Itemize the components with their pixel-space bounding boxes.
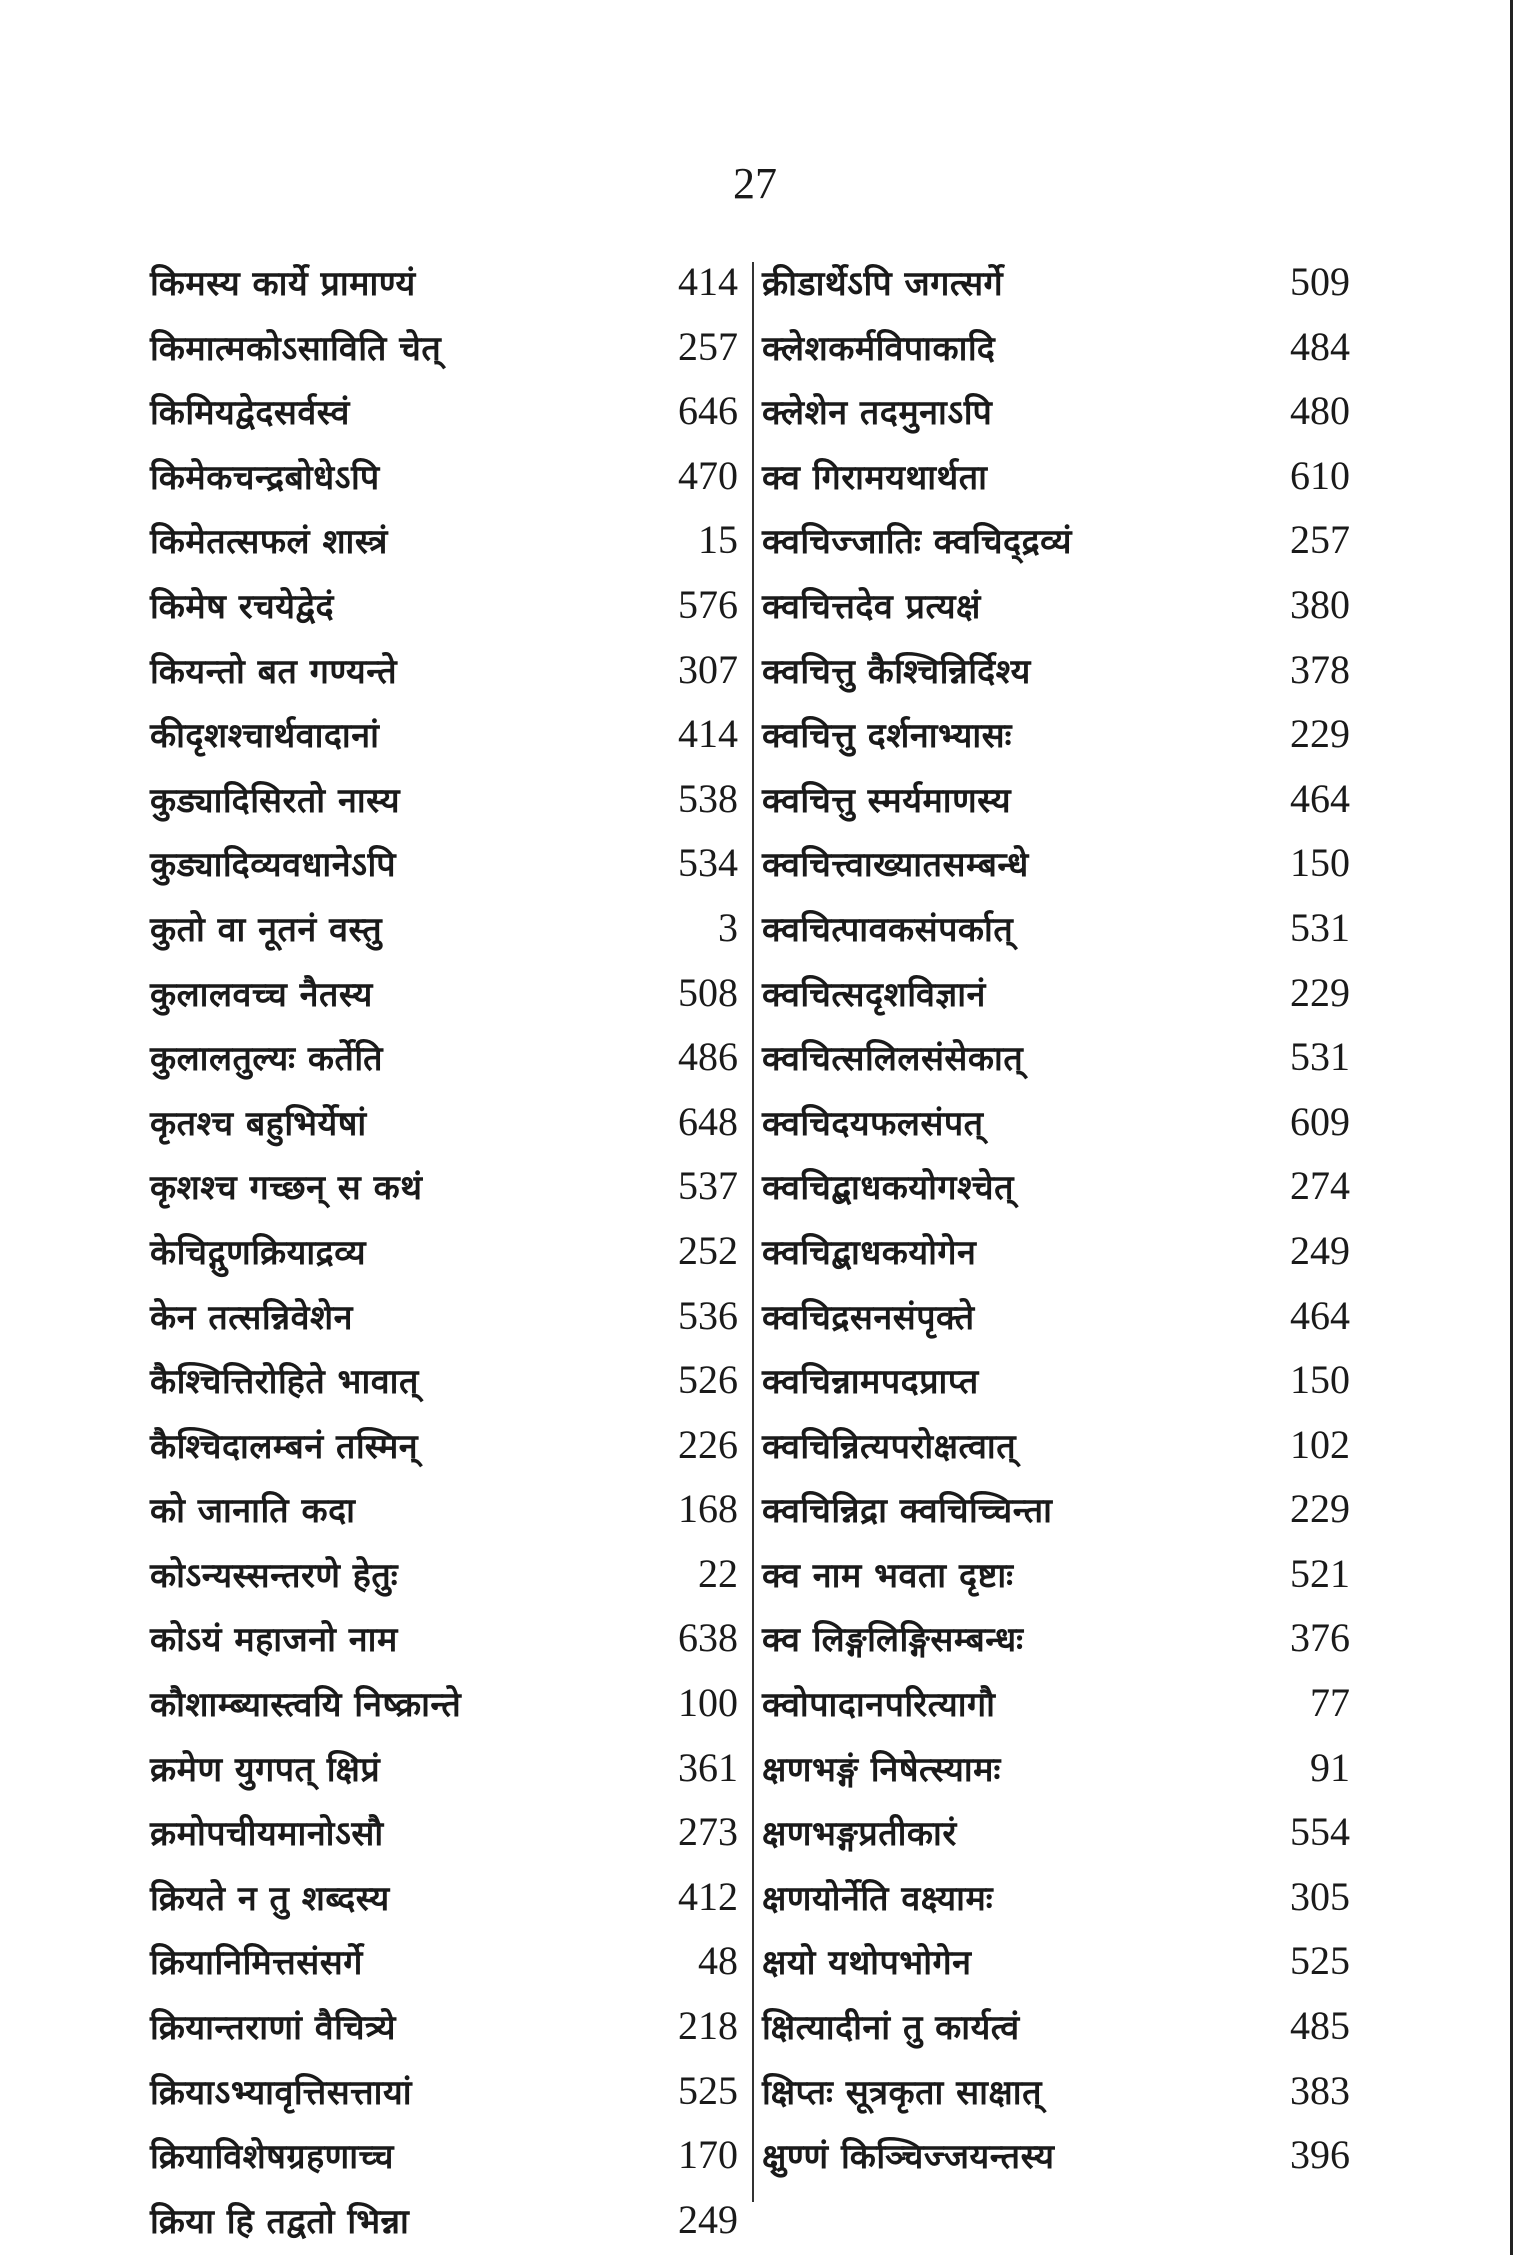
entry-text: कौशाम्ब्यास्त्वयि निष्क्रान्ते [150,1685,462,1726]
entry-page-number: 383 [1290,2067,1350,2113]
entry-page-number: 218 [678,2003,738,2049]
entry-page-number: 536 [678,1292,738,1338]
entry-page-number: 534 [678,840,738,886]
entry-text: किमात्मकोऽसाविति चेत् [150,328,442,369]
entry-page-number: 168 [678,1486,738,1532]
entry-text: क्षित्यादीनां तु कार्यत्वं [762,2008,1020,2049]
entry-text: क्वचिन्नित्यपरोक्षत्वात् [762,1426,1017,1467]
entry-page-number: 48 [698,1938,738,1984]
index-entry [150,710,738,775]
entry-text: को जानाति कदा [150,1491,356,1532]
entry-text: क्रमोपचीयमानोऽसौ [150,1814,384,1855]
index-entry [150,2067,738,2132]
index-entry [762,2067,1362,2132]
index-entry [762,1808,1362,1873]
entry-text: क्वचिन्निद्रा क्वचिच्चिन्ता [762,1491,1053,1532]
entry-text: क्लेशेन तदमुनाऽपि [762,393,993,434]
entry-page-number: 538 [678,775,738,821]
entry-page-number: 464 [1290,1292,1350,1338]
index-entry [150,904,738,969]
index-entry [150,1292,738,1357]
entry-text: क्वचिद्बाधकयोगेन [762,1232,977,1273]
index-entry [762,710,1362,775]
entry-text: क्वचित्तु दर्शनाभ्यासः [762,716,1013,757]
entry-text: कुलालतुल्यः कर्तेति [150,1039,384,1080]
entry-page-number: 229 [1290,1486,1350,1532]
index-entry [762,1937,1362,2002]
entry-page-number: 77 [1310,1680,1350,1726]
entry-page-number: 525 [1290,1938,1350,1984]
entry-text: क्व नाम भवता दृष्टाः [762,1555,1014,1596]
entry-text: क्षिप्तः सूत्रकृता साक्षात् [762,2072,1042,2113]
index-entry [150,1873,738,1938]
entry-text: क्वचिदयफलसंपत् [762,1103,984,1144]
entry-page-number: 249 [1290,1227,1350,1273]
index-entry [150,2196,738,2260]
entry-page-number: 486 [678,1034,738,1080]
index-entry [762,1098,1362,1163]
index-entry [762,1614,1362,1679]
entry-text: क्वचिद्रसनसंपृक्ते [762,1297,975,1338]
entry-text: क्षणभङ्गप्रतीकारं [762,1814,957,1855]
entry-text: कियन्तो बत गण्यन्ते [150,651,398,692]
entry-text: कोऽन्यस्सन्तरणे हेतुः [150,1555,399,1596]
entry-text: क्रियानिमित्तसंसर्गे [150,1943,363,1984]
entry-text: क्रियाऽभ्यावृत्तिसत्तायां [150,2072,413,2113]
entry-page-number: 480 [1290,388,1350,434]
index-entry [150,2002,738,2067]
entry-text: कुलालवच्च नैतस्य [150,974,373,1015]
index-entry [150,581,738,646]
entry-page-number: 257 [678,323,738,369]
entry-page-number: 554 [1290,1809,1350,1855]
index-entry [150,839,738,904]
index-entry [150,1356,738,1421]
entry-page-number: 531 [1290,1034,1350,1080]
right-index-column [762,258,1362,2196]
index-entry [150,1614,738,1679]
index-entry [150,1485,738,1550]
entry-page-number: 307 [678,646,738,692]
entry-text: कुतो वा नूतनं वस्तु [150,909,383,950]
index-entry [150,646,738,711]
entry-page-number: 531 [1290,904,1350,950]
entry-text: केन तत्सन्निवेशेन [150,1297,353,1338]
index-entry [762,516,1362,581]
index-entry [762,323,1362,388]
entry-text: कृशश्च गच्छन् स कथं [150,1168,423,1209]
entry-text: क्रियाविशेषग्रहणाच्च [150,2137,394,2178]
index-entry [150,1098,738,1163]
entry-page-number: 22 [698,1550,738,1596]
index-entry [762,1033,1362,1098]
entry-text: कृतश्च बहुभिर्येषां [150,1103,367,1144]
entry-text: किमेतत्सफलं शास्त्रं [150,522,388,563]
index-entry [762,1873,1362,1938]
index-entry [150,2131,738,2196]
entry-page-number: 526 [678,1357,738,1403]
entry-text: क्वचित्तु स्मर्यमाणस्य [762,780,1012,821]
index-entry [762,775,1362,840]
page-edge-line [1510,0,1513,2255]
index-entry [762,387,1362,452]
page-number: 27 [733,159,777,208]
index-entry [762,1679,1362,1744]
entry-page-number: 521 [1290,1550,1350,1596]
entry-page-number: 100 [678,1680,738,1726]
index-entry [150,1550,738,1615]
entry-page-number: 414 [678,259,738,304]
entry-page-number: 249 [678,2196,738,2242]
entry-page-number: 610 [1290,452,1350,498]
index-entry [762,1227,1362,1292]
entry-page-number: 229 [1290,711,1350,757]
entry-text: किमस्य कार्ये प्रामाण्यं [150,264,416,304]
entry-text: कैश्चिदालम्बनं तस्मिन् [150,1426,419,1467]
entry-text: किमेकचन्द्रबोधेऽपि [150,457,380,498]
index-entry [762,1292,1362,1357]
entry-page-number: 396 [1290,2132,1350,2178]
entry-text: क्षुण्णं किञ्चिज्जयन्तस्य [762,2137,1055,2178]
entry-text: क्वचित्पावकसंपर्कात् [762,909,1014,950]
entry-page-number: 470 [678,452,738,498]
entry-text: क्वचित्त्वाख्यातसम्बन्धे [762,845,1029,886]
entry-page-number: 91 [1310,1744,1350,1790]
index-entry [762,904,1362,969]
index-entry [762,1744,1362,1809]
entry-page-number: 484 [1290,323,1350,369]
index-entry [150,516,738,581]
entry-page-number: 525 [678,2067,738,2113]
index-entry [762,646,1362,711]
index-entry [762,581,1362,646]
entry-page-number: 3 [718,904,738,950]
entry-page-number: 464 [1290,775,1350,821]
entry-text: क्षयो यथोपभोगेन [762,1943,972,1984]
entry-page-number: 305 [1290,1873,1350,1919]
column-divider [752,262,754,2202]
entry-page-number: 537 [678,1163,738,1209]
entry-text: कीदृशश्चार्थवादानां [150,716,380,757]
entry-page-number: 150 [1290,840,1350,886]
entry-page-number: 150 [1290,1357,1350,1403]
entry-text: क्रीडार्थेऽपि जगत्सर्गे [762,264,1004,304]
entry-text: किमियद्वेदसर्वस्वं [150,393,350,434]
index-entry [762,1421,1362,1486]
entry-text: क्षणयोर्नेति वक्ष्यामः [762,1878,994,1919]
entry-page-number: 257 [1290,517,1350,563]
entry-page-number: 102 [1290,1421,1350,1467]
entry-page-number: 646 [678,388,738,434]
entry-text: क्व गिरामयथार्थता [762,457,988,498]
entry-text: कोऽयं महाजनो नाम [150,1620,398,1661]
entry-page-number: 414 [678,711,738,757]
index-entry [762,969,1362,1034]
index-entry [150,452,738,517]
index-entry [762,2002,1362,2067]
entry-text: कुड्यादिव्यवधानेऽपि [150,845,397,886]
entry-page-number: 509 [1290,259,1350,304]
entry-page-number: 170 [678,2132,738,2178]
entry-page-number: 412 [678,1873,738,1919]
entry-text: क्व लिङ्गलिङ्गिसम्बन्धः [762,1620,1024,1661]
entry-page-number: 380 [1290,581,1350,627]
entry-text: क्वचित्तु कैश्चिन्निर्दिश्य [762,651,1031,692]
index-entry [150,258,738,323]
index-entry [150,1808,738,1873]
entry-text: क्षणभङ्गं निषेत्स्यामः [762,1749,1001,1790]
entry-text: कुड्यादिसिरतो नास्य [150,780,401,821]
index-entry [150,969,738,1034]
index-entry [762,1356,1362,1421]
entry-text: किमेष रचयेद्वेदं [150,586,335,627]
index-entry [150,1162,738,1227]
entry-page-number: 361 [678,1744,738,1790]
index-entry [762,1485,1362,1550]
entry-page-number: 609 [1290,1098,1350,1144]
index-entry [150,387,738,452]
entry-page-number: 252 [678,1227,738,1273]
entry-page-number: 576 [678,581,738,627]
entry-page-number: 508 [678,969,738,1015]
entry-page-number: 229 [1290,969,1350,1015]
entry-text: क्रिया हि तद्वतो भिन्ना [150,2201,410,2242]
index-entry [150,1937,738,2002]
entry-page-number: 226 [678,1421,738,1467]
index-entry [150,323,738,388]
entry-text: क्वोपादानपरित्यागौ [762,1685,996,1726]
entry-text: क्वचित्तदेव प्रत्यक्षं [762,586,981,627]
index-entry [762,452,1362,517]
index-entry [762,1550,1362,1615]
entry-page-number: 273 [678,1809,738,1855]
index-entry [150,1033,738,1098]
index-entry [762,1162,1362,1227]
entry-text: क्रमेण युगपत् क्षिप्रं [150,1749,381,1790]
index-entry [150,1679,738,1744]
entry-page-number: 485 [1290,2003,1350,2049]
index-entry [150,1227,738,1292]
entry-text: क्वचिन्नामपदप्राप्त [762,1362,979,1403]
entry-text: केचिद्गुणक्रियाद्रव्य [150,1232,367,1273]
entry-text: क्रियते न तु शब्दस्य [150,1878,390,1919]
entry-page-number: 15 [698,517,738,563]
entry-text: कैश्चित्तिरोहिते भावात् [150,1362,419,1403]
index-entry [150,1744,738,1809]
entry-text: क्वचिद्बाधकयोगश्चेत् [762,1168,1014,1209]
entry-text: क्वचित्सलिलसंसेकात् [762,1039,1024,1080]
entry-text: क्वचित्सदृशविज्ञानं [762,974,986,1015]
entry-page-number: 376 [1290,1615,1350,1661]
entry-page-number: 378 [1290,646,1350,692]
index-entry [762,258,1362,323]
entry-page-number: 648 [678,1098,738,1144]
entry-page-number: 638 [678,1615,738,1661]
entry-page-number: 274 [1290,1163,1350,1209]
left-index-column [150,258,738,2260]
index-entry [150,775,738,840]
index-entry [150,1421,738,1486]
index-entry [762,2131,1362,2196]
index-entry [762,839,1362,904]
entry-text: क्वचिज्जातिः क्वचिद्द्रव्यं [762,522,1072,563]
entry-text: क्रियान्तराणां वैचित्र्ये [150,2008,397,2049]
entry-text: क्लेशकर्मविपाकादि [762,328,996,369]
